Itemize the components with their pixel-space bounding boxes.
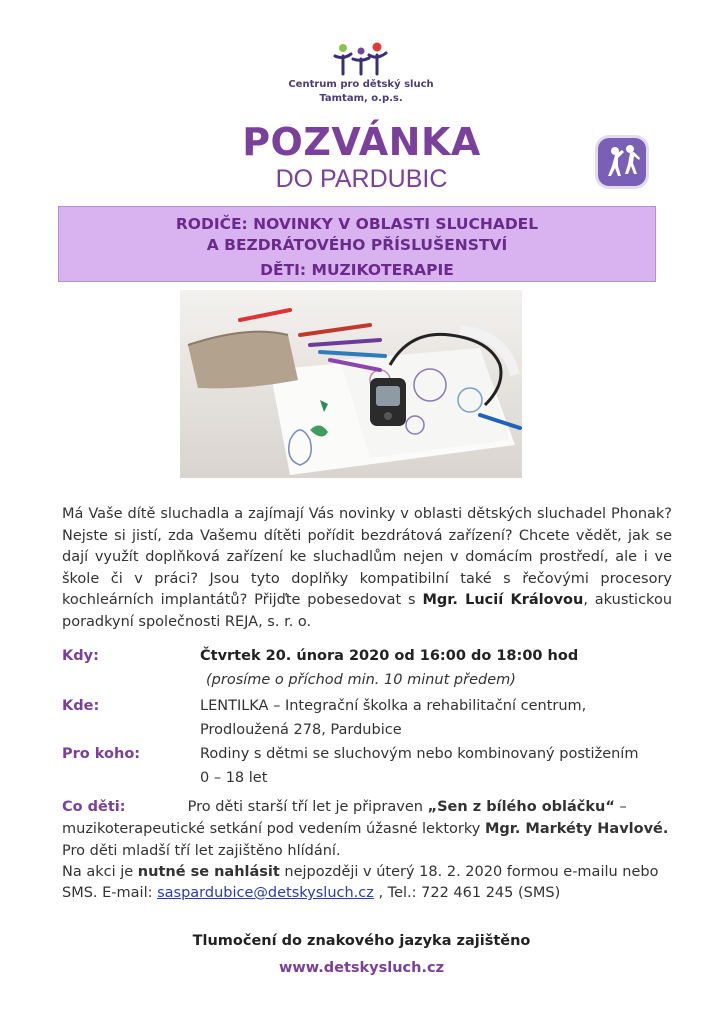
family-figures-icon bbox=[331, 42, 391, 78]
registration-notice bbox=[62, 862, 674, 904]
notice-required: nutné se nahlásit bbox=[137, 864, 280, 880]
notice-text-2: nejpozději v úterý 18. 2. 2020 formou e-mailu nebo SMS. E-mail: bbox=[62, 864, 659, 901]
intro-text-2: , akustickou poradkyní společnosti REJA, s. r. o. bbox=[62, 592, 673, 630]
intro-text-1: Má Vaše dítě sluchadla a zajímají Vás novinky v oblasti dětských sluchadel Phonak? Nejste si jistí, zda Vašemu dítěti pořídit bezdrátová zařízení? Chcete vědět, jak se dají využít doplňková zařízení ke sluchadlům nejen v domácím prostředí, ale i ve škole či v práci? Jsou tyto doplňky kompatibilní také s řečovými procesory kochleárních implantátů? Přijďte pobesedovat s bbox=[62, 506, 672, 608]
organization-logo bbox=[286, 42, 436, 106]
for-whom-line-1: Rodiny s dětmi se sluchovým nebo kombinovaný postižením bbox=[200, 746, 639, 762]
logo-line-2: Tamtam, o.p.s. bbox=[319, 93, 403, 104]
banner-line-3: DĚTI: MUZIKOTERAPIE bbox=[260, 261, 454, 279]
banner-line-1: RODIČE: NOVINKY V OBLASTI SLUCHADEL bbox=[175, 215, 539, 233]
topic-banner bbox=[58, 206, 656, 282]
speaker-name: Mgr. Lucií Královou bbox=[422, 592, 584, 608]
page-subtitle: DO PARDUBIC bbox=[275, 165, 448, 193]
kids-text-1: Pro děti starší tří let je připraven bbox=[187, 799, 428, 815]
for-whom-line-2: 0 – 18 let bbox=[200, 770, 268, 786]
kids-label: Co děti: bbox=[62, 799, 126, 815]
where-line-1: LENTILKA – Integrační školka a rehabilitační centrum, bbox=[200, 698, 587, 714]
when-label: Kdy: bbox=[62, 648, 99, 664]
notice-text-1: Na akci je bbox=[62, 864, 138, 880]
when-value: Čtvrtek 20. února 2020 od 16:00 do 18:00 hod bbox=[200, 648, 579, 664]
kids-text-3: Pro děti mladší tří let zajištěno hlídání. bbox=[62, 843, 341, 859]
kids-program bbox=[62, 796, 674, 862]
page-title: POZVÁNKA bbox=[242, 120, 481, 164]
interpreting-note: Tlumočení do znakového jazyka zajištěno bbox=[192, 933, 531, 949]
for-whom-label: Pro koho: bbox=[62, 746, 141, 762]
email-link[interactable]: saspardubice@detskysluch.cz bbox=[157, 885, 374, 901]
kids-text-2: – muzikoterapeutické setkání pod vedením úžasné lektorky bbox=[62, 799, 627, 837]
kids-program-name: „Sen z bílého obláčku“ bbox=[427, 799, 615, 815]
where-label: Kde: bbox=[62, 698, 100, 714]
notice-text-3: , Tel.: 722 461 245 (SMS) bbox=[373, 885, 561, 901]
intro-paragraph bbox=[62, 504, 672, 633]
logo-line-1: Centrum pro dětský sluch bbox=[288, 79, 434, 90]
website-link[interactable]: www.detskysluch.cz bbox=[278, 960, 445, 976]
where-line-2: Prodloužená 278, Pardubice bbox=[200, 722, 402, 738]
banner-line-2: A BEZDRÁTOVÉHO PŘÍSLUŠENSTVÍ bbox=[206, 236, 508, 254]
when-note: (prosíme o příchod min. 10 minut předem) bbox=[206, 672, 516, 688]
event-photo bbox=[180, 290, 522, 478]
dancing-figures-icon bbox=[598, 138, 646, 186]
kids-lecturer: Mgr. Markéty Havlové. bbox=[484, 821, 669, 837]
